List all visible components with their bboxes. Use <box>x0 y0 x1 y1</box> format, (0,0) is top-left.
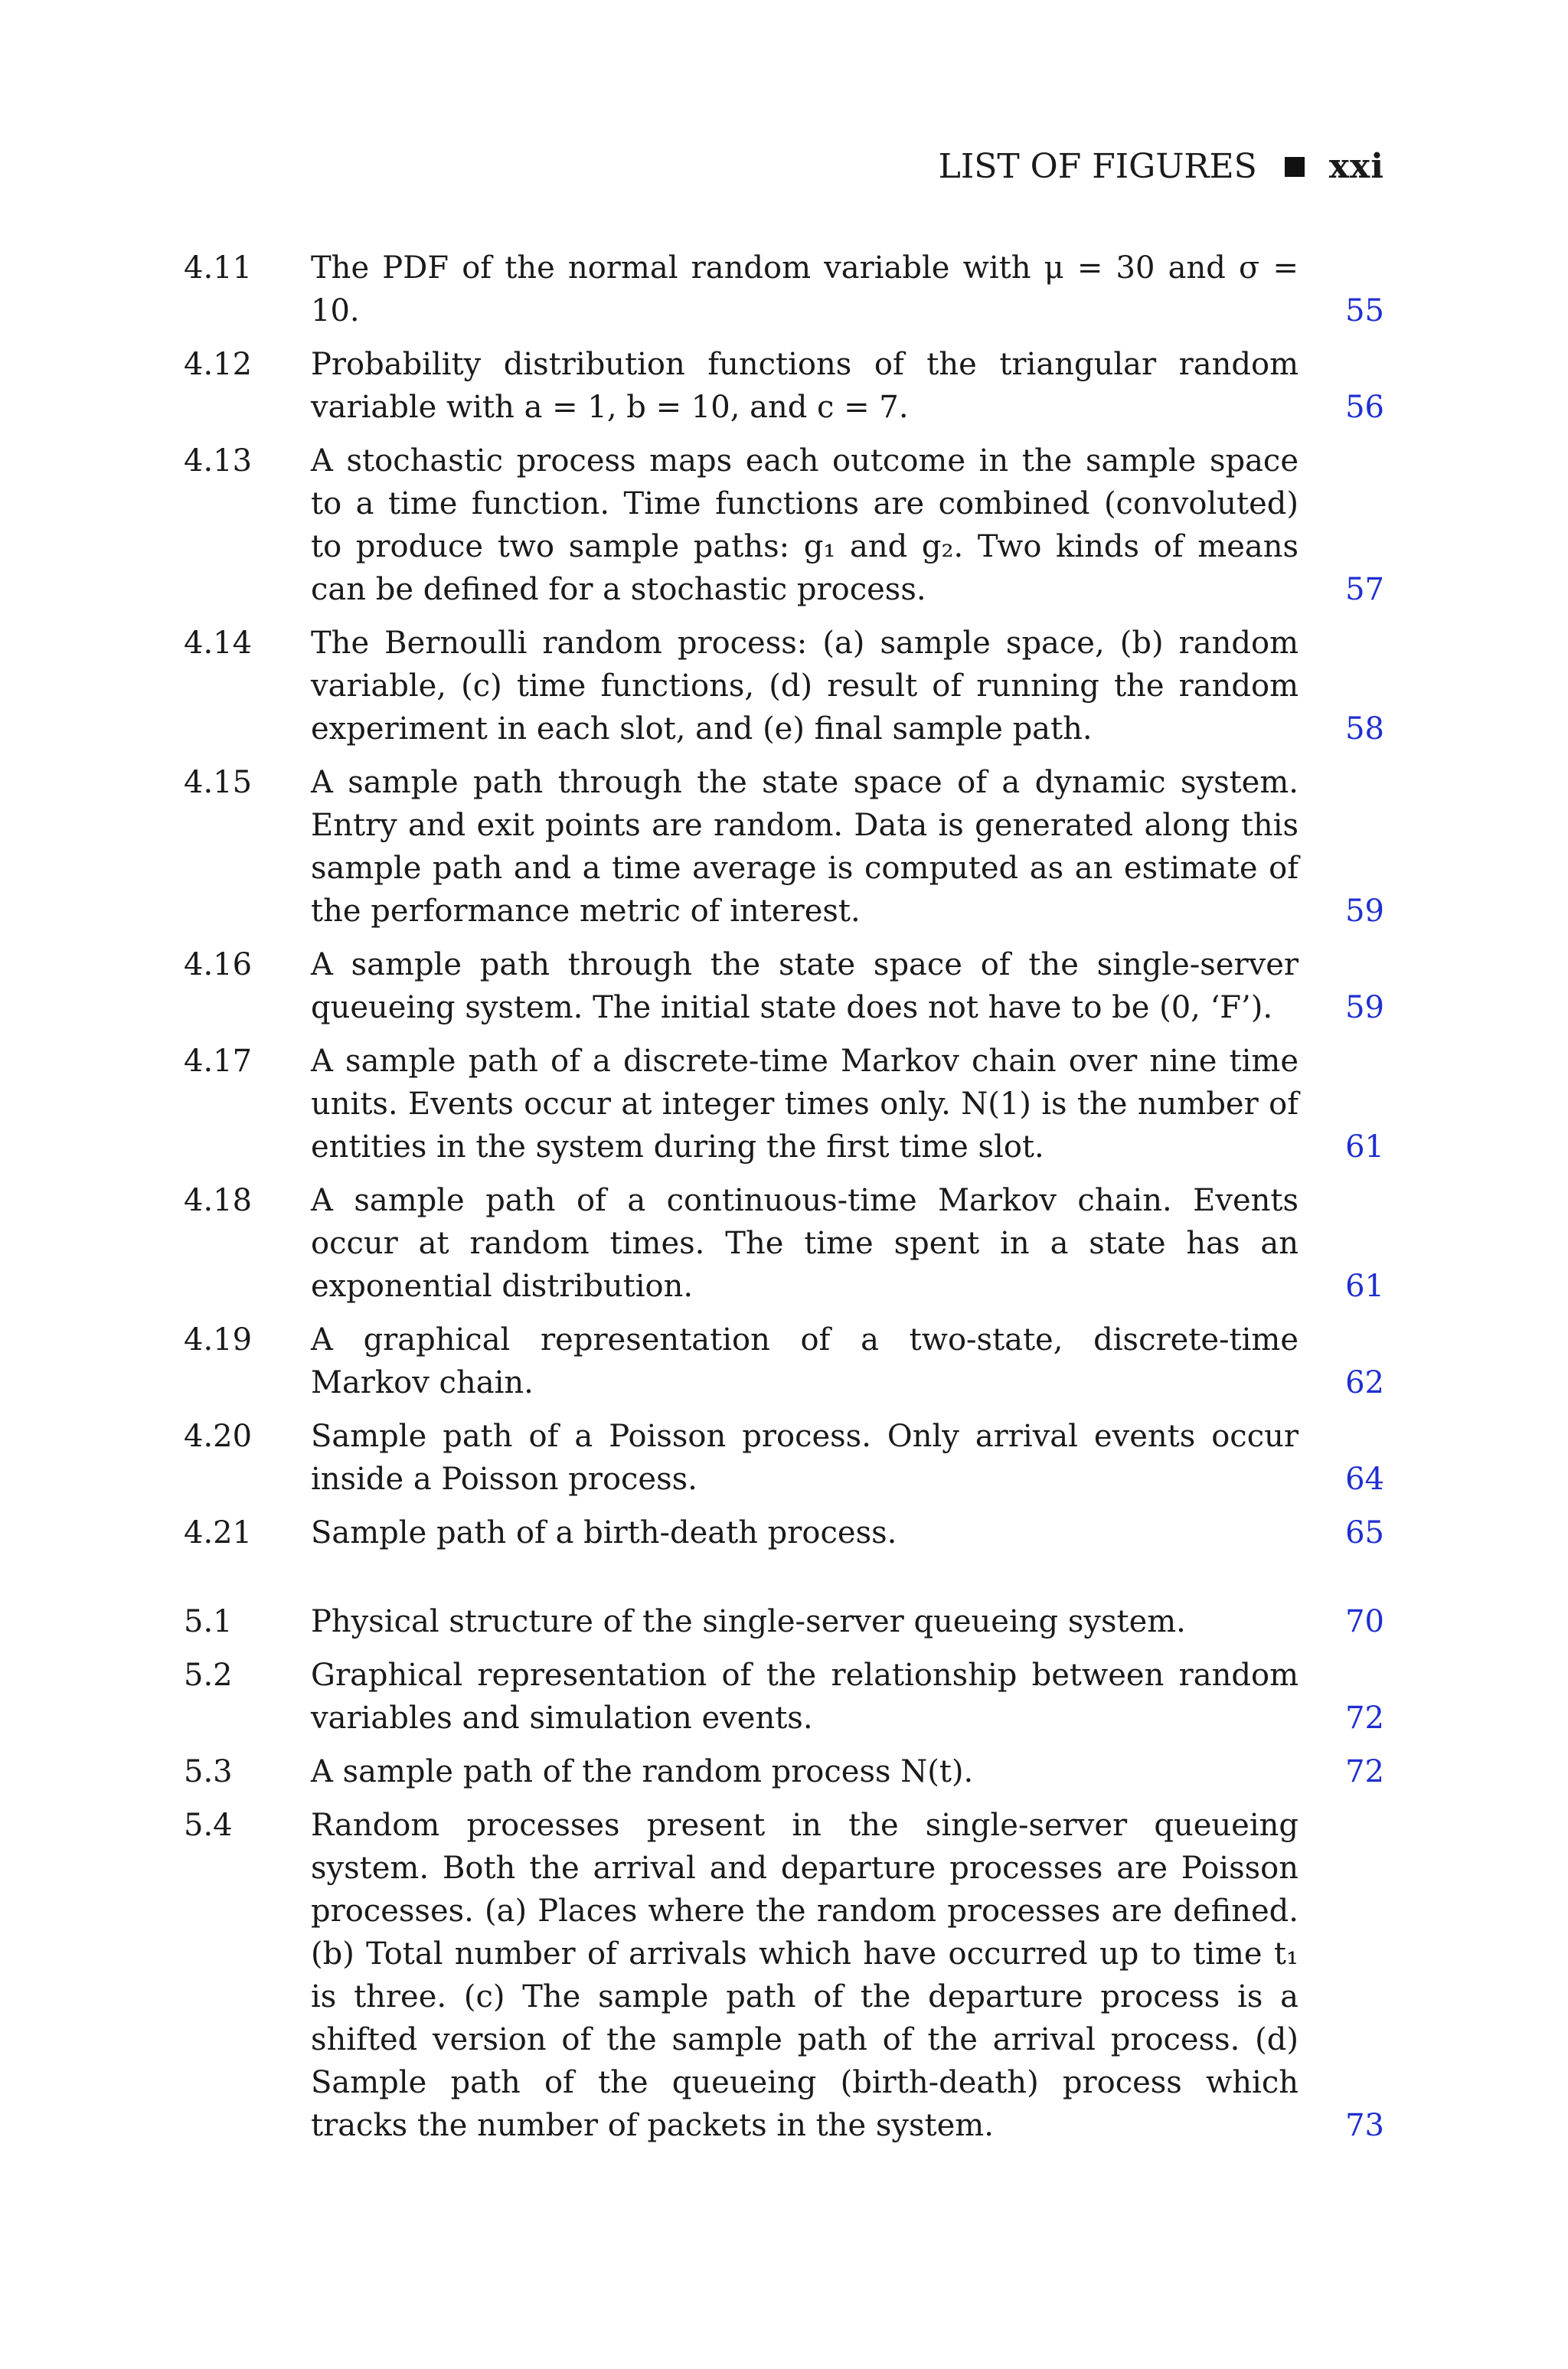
figure-page-link[interactable]: 62 <box>1345 1365 1384 1400</box>
figure-entry-5-2 <box>184 1654 1384 1740</box>
figure-page-link[interactable]: 72 <box>1345 1701 1384 1736</box>
figure-page-link[interactable]: 64 <box>1345 1462 1384 1497</box>
figure-caption: Physical structure of the single-server queueing system. <box>311 1604 1186 1639</box>
figure-number: 4.18 <box>184 1183 253 1218</box>
square-bullet-icon <box>1285 157 1305 177</box>
figure-caption: A stochastic process maps each outcome in the sample space to a time function. Time functions are combined (convoluted) to produce two sample paths: g₁ and g₂. Two kinds of means can be defined for a stochastic process. <box>311 443 1298 607</box>
figure-caption: The PDF of the normal random variable with μ = 30 and σ = 10. <box>311 250 1298 328</box>
figure-number: 5.2 <box>184 1658 233 1693</box>
figure-number: 4.16 <box>184 947 253 982</box>
figure-number: 5.3 <box>184 1754 233 1789</box>
figure-caption: Probability distribution functions of the triangular random variable with a = 1, b = 10, and c = 7. <box>311 347 1298 425</box>
figure-number: 4.20 <box>184 1419 253 1454</box>
figure-entry-5-1 <box>184 1600 1384 1643</box>
figure-page-link[interactable]: 55 <box>1345 293 1384 328</box>
running-header-title: LIST OF FIGURES <box>938 147 1257 186</box>
figure-entry-4-13 <box>184 439 1384 611</box>
figure-number: 4.14 <box>184 626 253 661</box>
figure-page-link[interactable]: 61 <box>1345 1129 1384 1165</box>
figure-page-link[interactable]: 59 <box>1345 894 1384 929</box>
figure-caption: Graphical representation of the relationship between random variables and simulation events. <box>311 1658 1298 1736</box>
figure-page-link[interactable]: 72 <box>1345 1754 1384 1789</box>
figure-caption: A sample path of a continuous-time Markov chain. Events occur at random times. The time spent in a state has an exponential distribution. <box>311 1183 1298 1304</box>
running-header <box>939 145 1384 188</box>
figure-entry-4-17 <box>184 1040 1384 1168</box>
figure-entry-4-21 <box>184 1511 1384 1554</box>
figure-entry-4-18 <box>184 1179 1384 1308</box>
figure-page-link[interactable]: 57 <box>1345 572 1384 607</box>
figure-caption: A sample path through the state space of the single-server queueing system. The initial state does not have to be (0, ‘F’). <box>311 947 1298 1025</box>
figure-page-link[interactable]: 59 <box>1345 990 1384 1025</box>
figure-page-link[interactable]: 73 <box>1345 2108 1384 2143</box>
figure-caption: A graphical representation of a two-state, discrete-time Markov chain. <box>311 1322 1298 1400</box>
figure-entry-4-11 <box>184 247 1384 332</box>
figure-caption: Sample path of a birth-death process. <box>311 1515 897 1550</box>
figure-caption: A sample path of the random process N(t). <box>311 1754 974 1789</box>
figure-caption: Random processes present in the single-server queueing system. Both the arrival and departure processes are Poisson processes. (a) Places where the random processes are defined. (b) Total number of arrivals which have occurred up to time t₁ is three. (c) The sample path of the departure process is a shifted version of the sample path of the arrival process. (d) Sample path of the queueing (birth-death) process which tracks the number of packets in the system. <box>311 1808 1298 2143</box>
figure-page-link[interactable]: 56 <box>1345 390 1384 425</box>
figure-number: 4.12 <box>184 347 253 382</box>
figure-caption: A sample path through the state space of a dynamic system. Entry and exit points are random. Data is generated along this sample path and a time average is computed as an estimate of the performance metric of interest. <box>311 765 1298 929</box>
figure-entry-4-12 <box>184 343 1384 429</box>
figure-entry-5-3 <box>184 1750 1384 1793</box>
figure-entry-5-4 <box>184 1804 1384 2147</box>
figure-number: 4.21 <box>184 1515 253 1550</box>
figure-page-link[interactable]: 58 <box>1345 711 1384 747</box>
figure-entry-4-20 <box>184 1415 1384 1501</box>
figure-caption: Sample path of a Poisson process. Only arrival events occur inside a Poisson process. <box>311 1419 1298 1497</box>
figure-list <box>184 247 1384 2158</box>
figure-number: 4.15 <box>184 765 253 800</box>
figure-caption: A sample path of a discrete-time Markov chain over nine time units. Events occur at integer times only. N(1) is the number of entities in the system during the first time slot. <box>311 1044 1298 1165</box>
figure-number: 4.19 <box>184 1322 253 1358</box>
figure-entry-4-14 <box>184 622 1384 750</box>
figure-entry-4-19 <box>184 1318 1384 1404</box>
figure-number: 5.1 <box>184 1604 233 1639</box>
figure-caption: The Bernoulli random process: (a) sample space, (b) random variable, (c) time functions, (d) result of running the random experiment in each slot, and (e) final sample path. <box>311 626 1298 747</box>
figure-number: 4.17 <box>184 1044 253 1079</box>
figure-number: 5.4 <box>184 1808 233 1843</box>
page-number: xxi <box>1328 147 1384 186</box>
figure-page-link[interactable]: 65 <box>1345 1515 1384 1550</box>
figure-page-link[interactable]: 70 <box>1345 1604 1384 1639</box>
figure-entry-4-16 <box>184 943 1384 1029</box>
figure-number: 4.11 <box>184 250 253 286</box>
figure-entry-4-15 <box>184 761 1384 933</box>
figure-number: 4.13 <box>184 443 253 479</box>
figure-page-link[interactable]: 61 <box>1345 1269 1384 1304</box>
